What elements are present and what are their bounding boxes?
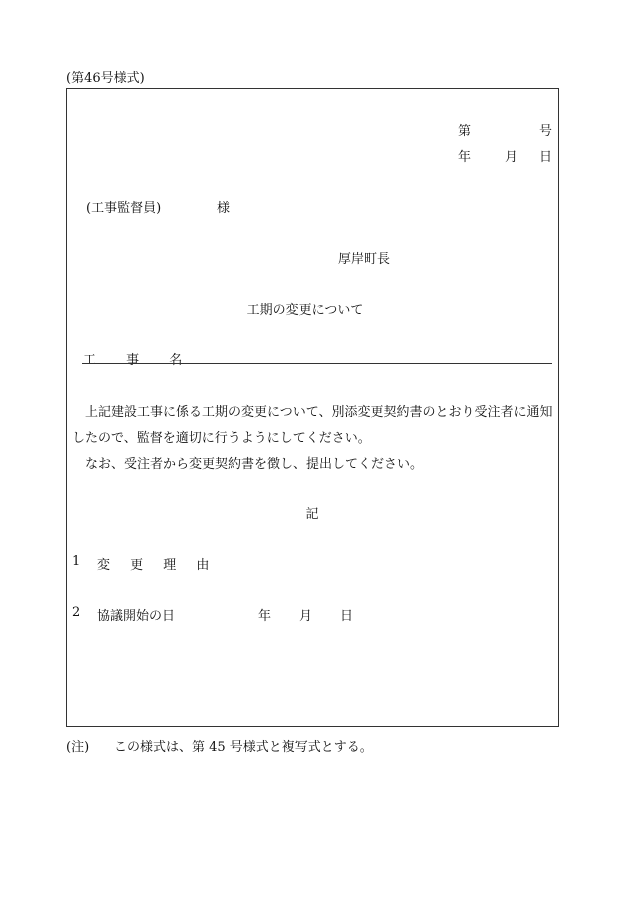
item-1-label: 変 更 理 由	[97, 558, 218, 573]
ki-heading: 記	[305, 507, 319, 522]
note-text: この様式は、第 45 号様式と複写式とする。	[114, 740, 373, 755]
body-paragraph-1: 上記建設工事に係る工期の変更について、別添変更契約書のとおり受注者に通知したので、監督を適切に行うようにしてください。	[72, 405, 553, 446]
sender-name: 厚岸町長	[338, 252, 391, 267]
project-name-underline	[82, 363, 552, 364]
number-prefix: 第	[458, 124, 472, 139]
body-text	[72, 400, 556, 478]
addressee-name: (工事監督員)	[86, 201, 162, 216]
note-label: (注)	[66, 740, 90, 755]
item-2-month: 月	[299, 609, 313, 624]
document-title-wrap	[0, 299, 630, 318]
item-1-number: 1	[72, 554, 81, 569]
item-2-year: 年	[258, 609, 272, 624]
date-year: 年	[458, 150, 472, 165]
form-number-label: (第46号様式)	[66, 71, 145, 86]
document-title: 工期の変更について	[246, 303, 364, 318]
project-name-label: 工 事 名	[83, 353, 196, 368]
addressee-honorific: 様	[217, 201, 231, 216]
item-2-day: 日	[340, 609, 354, 624]
item-2-number: 2	[72, 605, 81, 620]
item-2-label: 協議開始の日	[97, 609, 176, 624]
body-paragraph-2: なお、受注者から変更契約書を徴し、提出してください。	[85, 457, 424, 472]
number-suffix: 号	[538, 124, 552, 139]
date-day: 日	[538, 150, 552, 165]
date-month: 月	[505, 150, 519, 165]
